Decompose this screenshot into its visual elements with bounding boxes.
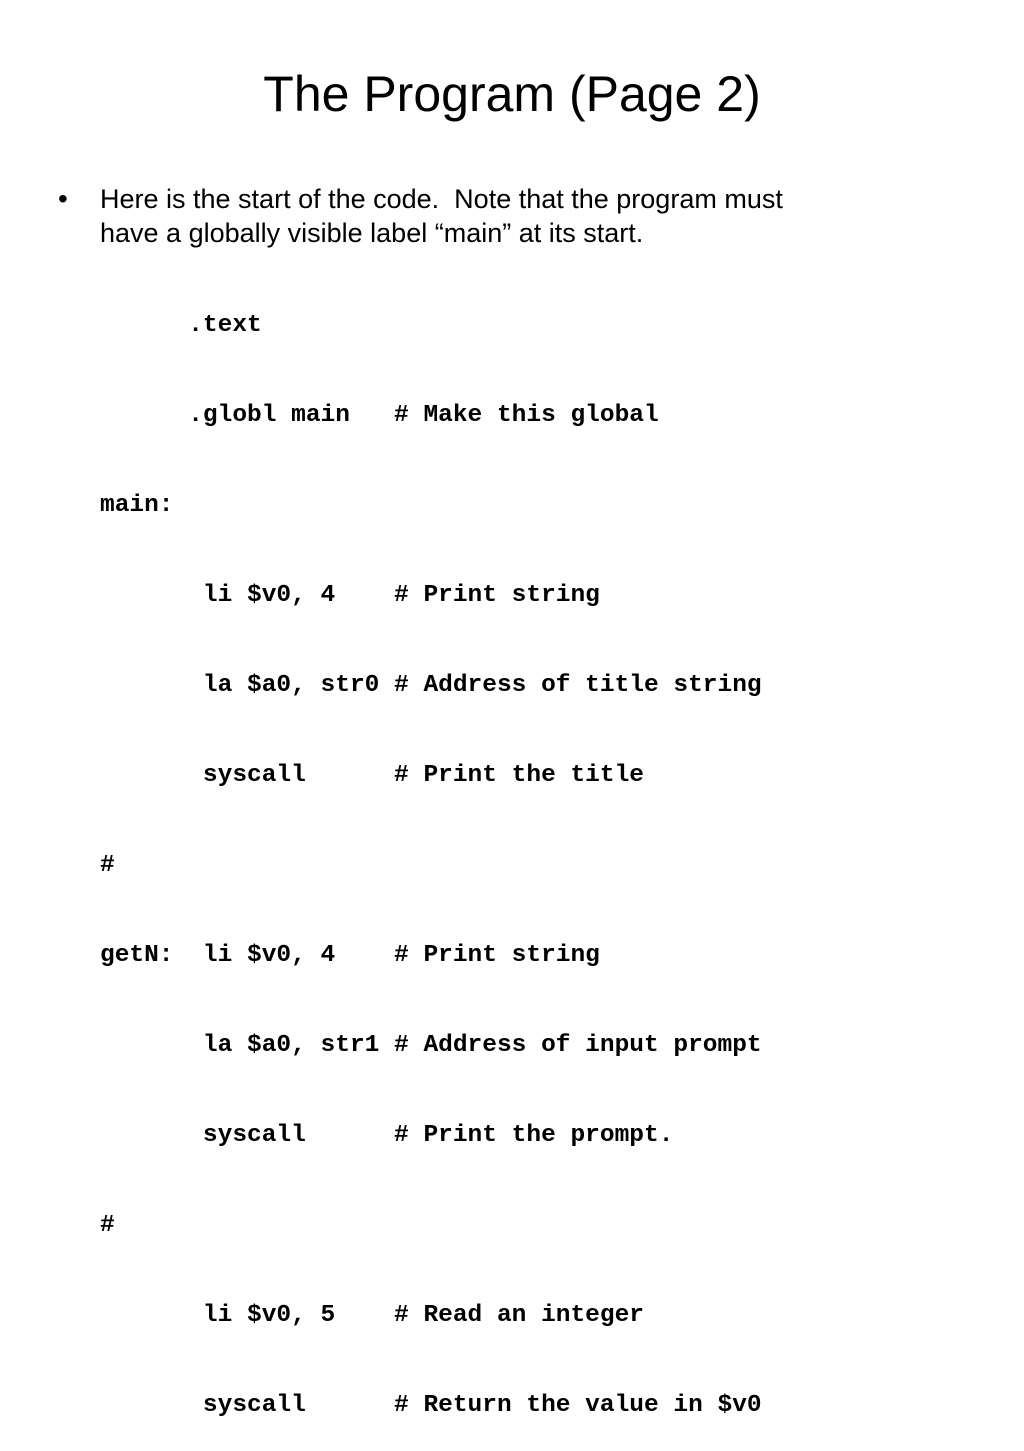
bullet-text-line: have a globally visible label “main” at its start. <box>100 218 644 248</box>
code-line: main: <box>100 492 174 519</box>
code-line: li $v0, 4 # Print string <box>100 582 600 609</box>
code-line: li $v0, 5 # Read an integer <box>100 1302 644 1329</box>
code-line: la $a0, str1 # Address of input prompt <box>100 1032 762 1059</box>
code-line: .text <box>100 312 262 339</box>
code-line: getN: li $v0, 4 # Print string <box>100 942 600 969</box>
code-line: syscall # Print the title <box>100 762 644 789</box>
bullet-text <box>100 182 960 250</box>
code-listing <box>100 251 762 1451</box>
code-line: # <box>100 1212 115 1239</box>
bullet-text-line: Here is the start of the code. Note that the program must <box>100 184 783 214</box>
code-line: syscall # Print the prompt. <box>100 1122 674 1149</box>
code-line: la $a0, str0 # Address of title string <box>100 672 762 699</box>
bullet-marker: • <box>58 183 68 214</box>
code-line: # <box>100 852 115 879</box>
code-line: syscall # Return the value in $v0 <box>100 1392 762 1419</box>
slide-title: The Program (Page 2) <box>263 66 761 122</box>
code-line: .globl main # Make this global <box>100 402 659 429</box>
